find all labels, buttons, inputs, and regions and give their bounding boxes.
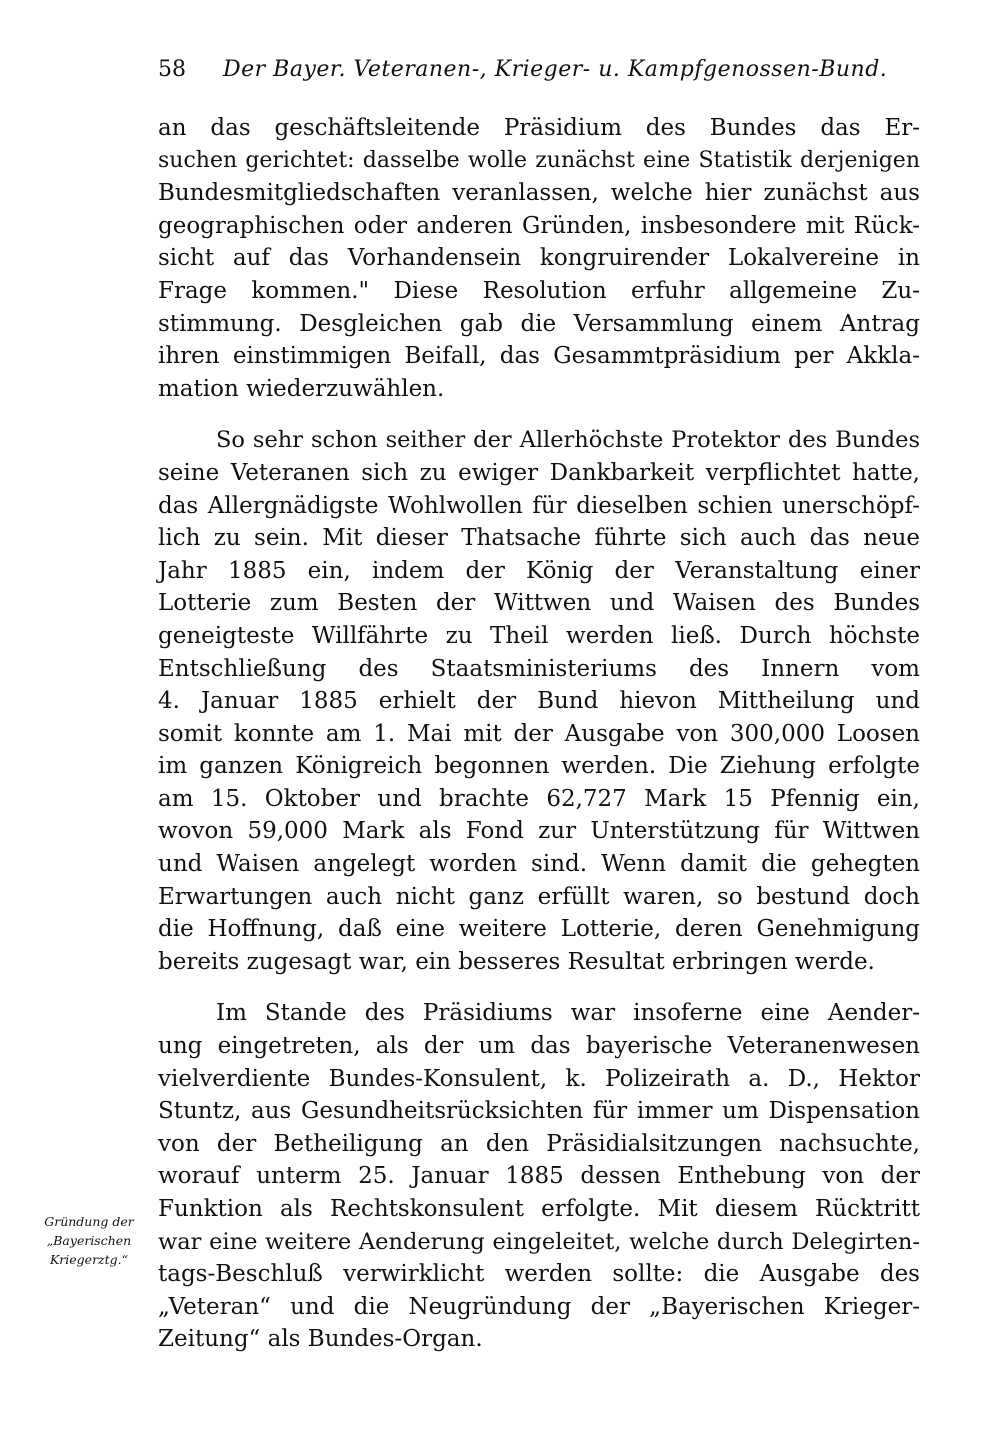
running-head — [158, 52, 918, 88]
text-line: von der Betheiligung an den Präsidialsitzungen nachsuchte, — [158, 1130, 920, 1157]
page-number: 58 — [158, 57, 186, 82]
text-line: Erwartungen auch nicht ganz erfüllt waren, so bestund doch — [158, 883, 920, 910]
paragraph-presidium — [158, 997, 920, 1356]
text-line: Zeitung“ als Bundes-Organ. — [158, 1326, 483, 1353]
text-line: „Veteran“ und die Neugründung der „Bayerischen Krieger- — [158, 1293, 920, 1320]
text-line: seine Veteranen sich zu ewiger Dankbarkeit verpflichtet hatte, — [158, 459, 920, 486]
text-line: wovon 59,000 Mark als Fond zur Unterstützung für Wittwen — [158, 818, 920, 845]
text-line: Jahr 1885 ein, indem der König der Veranstaltung einer — [158, 557, 920, 584]
text-line: tags-Beschluß verwirklicht werden sollte: die Ausgabe des — [158, 1261, 920, 1288]
text-line: und Waisen angelegt worden sind. Wenn damit die gehegten — [158, 851, 920, 878]
margin-note-line: Gründung der — [44, 1214, 134, 1229]
text-line: Lotterie zum Besten der Wittwen und Waisen des Bundes — [158, 590, 920, 617]
margin-note — [28, 1212, 150, 1269]
text-line: 4. Januar 1885 erhielt der Bund hievon Mittheilung und — [158, 688, 920, 715]
text-line: geneigteste Willfährte zu Theil werden ließ. Durch höchste — [158, 622, 920, 649]
text-line: bereits zugesagt war, ein besseres Resultat erbringen werde. — [158, 948, 875, 975]
text-line: war eine weitere Aenderung eingeleitet, welche durch Delegirten- — [158, 1228, 920, 1255]
text-line: Im Stande des Präsidiums war insoferne eine Aender- — [216, 1000, 920, 1027]
text-line: ung eingetreten, als der um das bayerische Veteranenwesen — [158, 1033, 920, 1060]
text-line: Entschließung des Staatsministeriums des Innern vom — [158, 655, 920, 682]
text-line: vielverdiente Bundes-Konsulent, k. Polizeirath a. D., Hektor — [158, 1065, 920, 1092]
text-line: am 15. Oktober und brachte 62,727 Mark 15 Pfennig ein, — [158, 785, 920, 812]
text-line: Funktion als Rechtskonsulent erfolgte. Mit diesem Rücktritt — [158, 1196, 920, 1222]
text-line: suchen gerichtet: dasselbe wolle zunächst eine Statistik derjenigen — [158, 147, 920, 173]
text-line: an das geschäftsleitende Präsidium des Bundes das Er- — [158, 115, 920, 141]
text-line: So sehr schon seither der Allerhöchste Protektor des Bundes — [216, 427, 920, 454]
text-line: die Hoffnung, daß eine weitere Lotterie, deren Genehmigung — [158, 916, 920, 943]
text-line: lich zu sein. Mit dieser Thatsache führte sich auch das neue — [158, 525, 920, 552]
text-line: im ganzen Königreich begonnen werden. Die Ziehung erfolgte — [158, 753, 920, 780]
paragraph-continuation — [158, 112, 920, 405]
running-title: Der Bayer. Veteranen-, Krieger- u. Kampfgenossen-Bund. — [223, 57, 888, 82]
paragraph-spacer — [158, 978, 920, 997]
text-line: geographischen oder anderen Gründen, insbesondere mit Rück- — [158, 212, 920, 239]
paragraph-spacer — [158, 405, 920, 424]
text-line: Stuntz, aus Gesundheitsrücksichten für immer um Dispensation — [158, 1098, 920, 1125]
text-line: sicht auf das Vorhandensein kongruirender Lokalvereine in — [158, 245, 920, 272]
body-text — [158, 112, 920, 1356]
text-line: ihren einstimmigen Beifall, das Gesammtpräsidium per Akkla- — [158, 343, 920, 370]
text-line: Bundesmitgliedschaften veranlassen, welche hier zunächst aus — [158, 180, 920, 207]
margin-note-line: „Bayerischen — [46, 1233, 132, 1248]
margin-note-line: Kriegerztg.“ — [49, 1252, 129, 1267]
text-line: somit konnte am 1. Mai mit der Ausgabe von 300,000 Loosen — [158, 720, 920, 747]
text-line: mation wiederzuwählen. — [158, 375, 445, 402]
text-line: stimmung. Desgleichen gab die Versammlung einem Antrag — [158, 310, 920, 337]
text-line: Frage kommen." Diese Resolution erfuhr allgemeine Zu- — [158, 277, 920, 304]
text-line: worauf unterm 25. Januar 1885 dessen Enthebung von der — [158, 1163, 920, 1190]
paragraph-lottery — [158, 424, 920, 978]
text-line: das Allergnädigste Wohlwollen für dieselben schien unerschöpf- — [158, 492, 920, 519]
